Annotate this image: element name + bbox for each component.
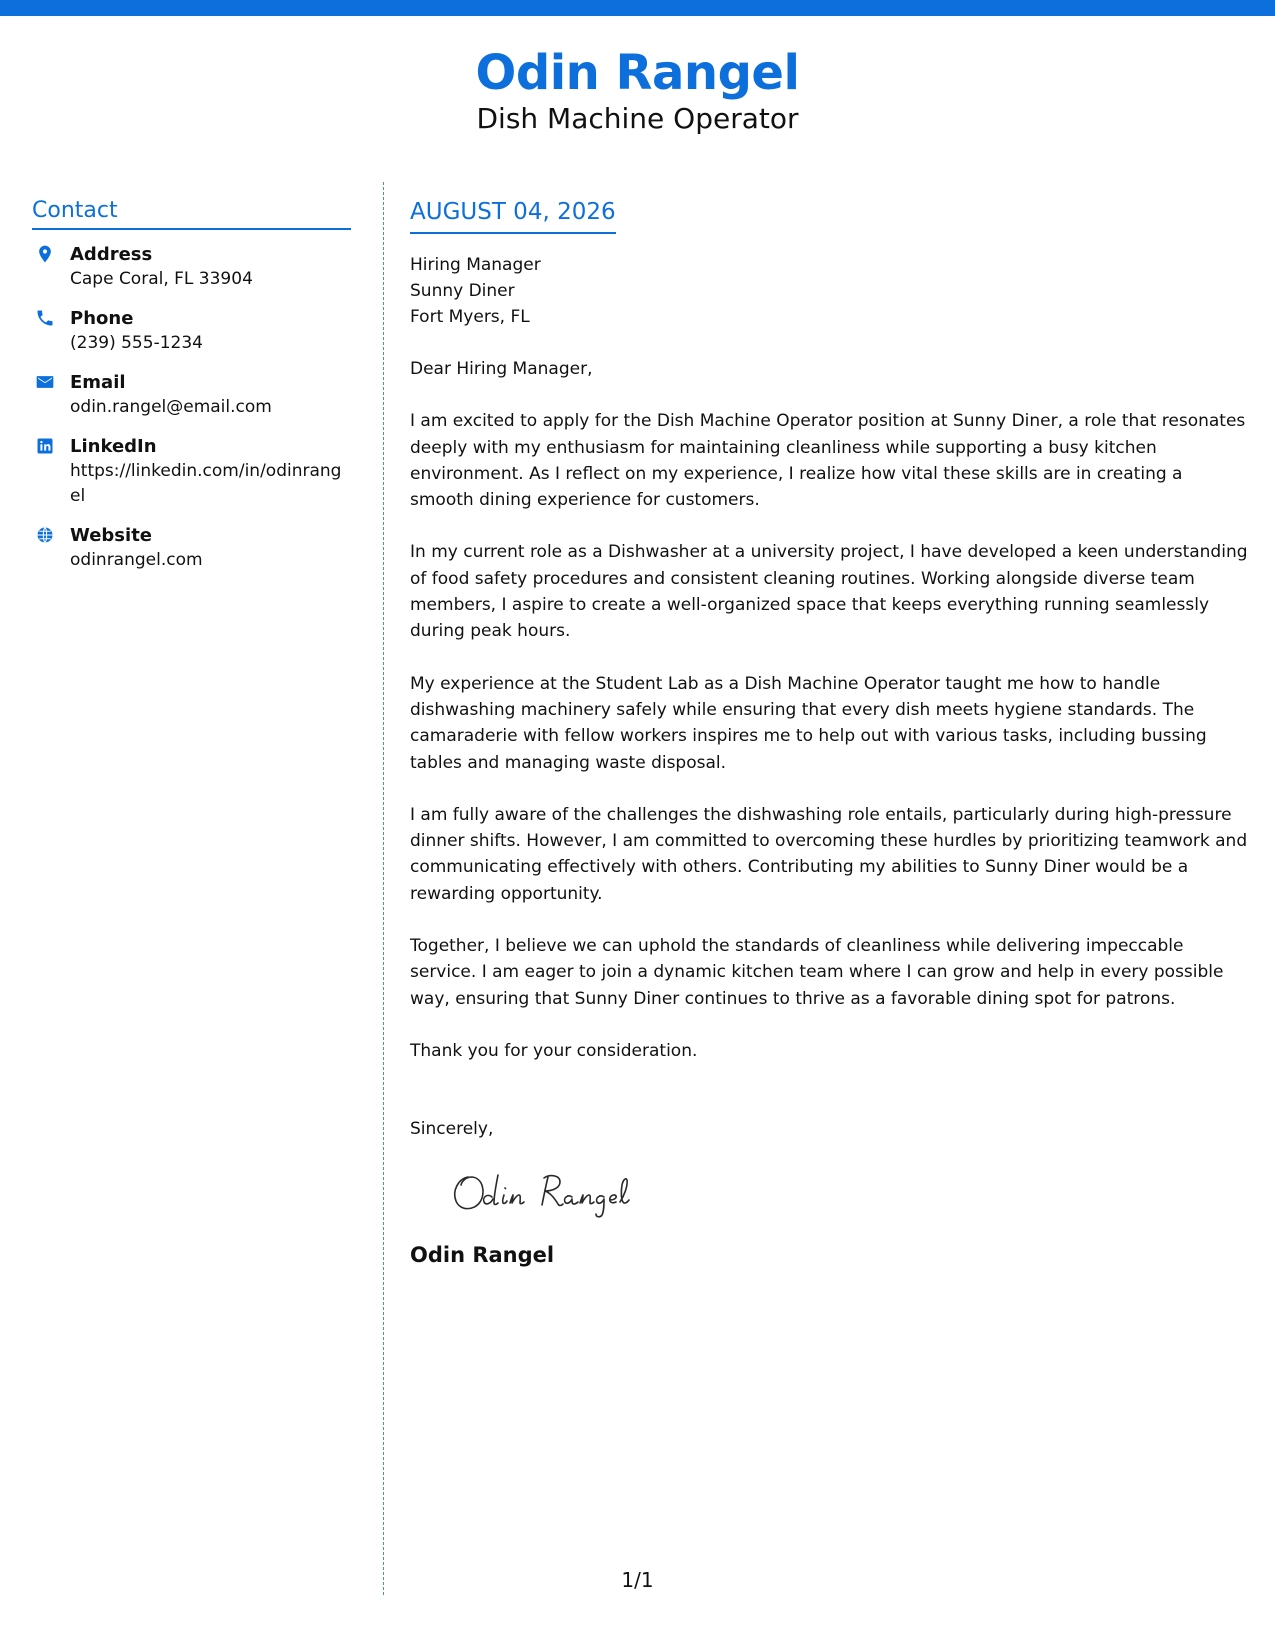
- letter-paragraph: I am fully aware of the challenges the dishwashing role entails, particularly during high-pressure dinner shifts. However, I am committed to overcoming these hurdles by prioritizing teamwork and communicating effectively with others. Contributing my abilities to Sunny Diner would be a rewarding opportunity.: [410, 804, 1248, 904]
- email-icon: [32, 370, 70, 392]
- recipient-line: Fort Myers, FL: [410, 307, 530, 327]
- contact-value: Cape Coral, FL 33904: [70, 269, 253, 289]
- contact-label: Email: [70, 372, 126, 393]
- contact-label: Address: [70, 244, 153, 265]
- phone-icon: [32, 306, 70, 328]
- contact-heading: Contact: [32, 196, 351, 230]
- salutation: Dear Hiring Manager,: [410, 359, 593, 379]
- letter-paragraph: I am excited to apply for the Dish Machine Operator position at Sunny Diner, a role that resonates deeply with my enthusiasm for maintaining cleanliness while supporting a busy kitchen environment. As I reflect on my experience, I realize how vital these skills are in creating a smooth dining experience for customers.: [410, 411, 1246, 511]
- applicant-name: Odin Rangel: [475, 45, 800, 101]
- letter-paragraph: Together, I believe we can uphold the standards of cleanliness while delivering impeccable service. I am eager to join a dynamic kitchen team where I can grow and help in every possible way, ensuring that Sunny Diner continues to thrive as a favorable dining spot for patrons.: [410, 936, 1224, 1009]
- letter-body: [410, 196, 1248, 1269]
- contact-item-phone: [32, 306, 351, 356]
- linkedin-link[interactable]: https://linkedin.com/in/odinrangel: [70, 461, 342, 506]
- resume-header: [0, 40, 1275, 136]
- contact-list: [32, 242, 351, 573]
- contact-item-email: [32, 370, 351, 420]
- job-title: Dish Machine Operator: [476, 102, 799, 135]
- recipient-line: Hiring Manager: [410, 255, 541, 275]
- contact-sidebar: [32, 196, 351, 587]
- contact-label: LinkedIn: [70, 436, 157, 457]
- top-accent-bar: [0, 0, 1275, 16]
- page-number: 1/1: [621, 1568, 654, 1592]
- recipient-block: [410, 252, 1248, 330]
- contact-label: Website: [70, 525, 153, 546]
- linkedin-icon: [32, 434, 70, 456]
- contact-label: Phone: [70, 308, 134, 329]
- contact-item-website: [32, 523, 351, 573]
- column-divider: [383, 182, 384, 1595]
- closing: Sincerely,: [410, 1119, 494, 1140]
- letter-paragraph: My experience at the Student Lab as a Dish Machine Operator taught me how to handle dishwashing machinery safely while ensuring that every dish meets hygiene standards. The camaraderie with fellow workers inspires me to help out with various tasks, including bussing tables and managing waste disposal.: [410, 673, 1207, 773]
- contact-item-linkedin: [32, 434, 351, 509]
- globe-icon: [32, 523, 70, 545]
- handwritten-signature: [446, 1163, 1248, 1231]
- contact-item-address: [32, 242, 351, 292]
- map-pin-icon: [32, 242, 70, 264]
- letter-date: AUGUST 04, 2026: [410, 196, 616, 234]
- contact-value: odin.rangel@email.com: [70, 397, 272, 417]
- signer-name: Odin Rangel: [410, 1242, 555, 1267]
- contact-value: (239) 555-1234: [70, 333, 203, 353]
- letter-paragraph: In my current role as a Dishwasher at a university project, I have developed a keen understanding of food safety procedures and consistent cleaning routines. Working alongside diverse team members, I aspire to create a well-organized space that keeps everything running seamlessly during peak hours.: [410, 542, 1248, 642]
- recipient-line: Sunny Diner: [410, 281, 515, 301]
- letter-paragraph: Thank you for your consideration.: [410, 1040, 698, 1061]
- website-link[interactable]: odinrangel.com: [70, 550, 203, 570]
